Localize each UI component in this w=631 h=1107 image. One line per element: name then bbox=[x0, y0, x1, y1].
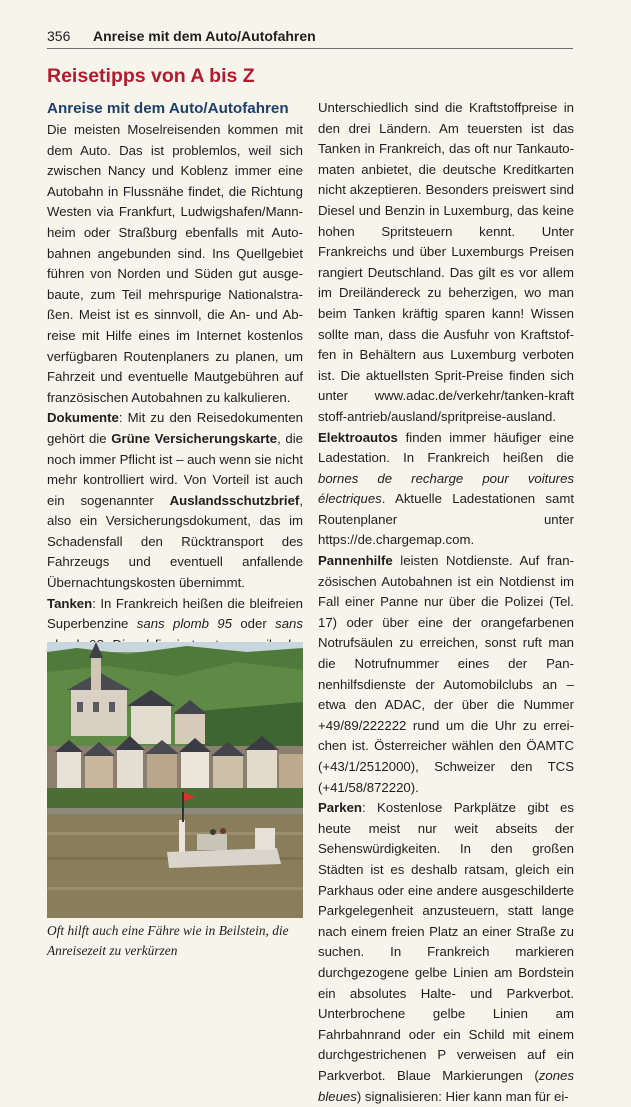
intro-paragraph: Die meisten Moselreisenden kommen mit dem Auto. Das ist problemlos, weil sich zwischen Nancy und Koblenz immer eine Autobahn in Flussnähe findet, die Richtung Westen via Frankfurt, Ludwigshafen/Mannheim oder Straßburg ebenfalls mit Autobahnen angebunden sind. Ins Quellgebiet führen von Norden und Süden gut ausgebaute, zum Teil mehrspurige Nationalstraßen. Meist ist es sinnvoll, die An- und Abreise mit Hilfe eines im Internet kostenlos verfügbaren Routenplaners zu planen, um Fahrzeit und eventuelle Mautgebühren auf französischen Autobahnen zu kalkulieren. bbox=[47, 122, 303, 405]
dokumente-term: Dokumente bbox=[47, 410, 119, 426]
pannenhilfe-term: Pannenhilfe bbox=[318, 553, 393, 569]
running-title: Anreise mit dem Auto/Autofahren bbox=[93, 28, 316, 44]
left-column bbox=[47, 98, 303, 697]
running-header bbox=[47, 26, 573, 49]
section-title: Anreise mit dem Auto/Autofahren bbox=[47, 100, 289, 117]
parken-term: Parken bbox=[318, 800, 362, 816]
tanken-paragraph: Tanken: In Frankreich heißen die bleifreien Superbenzine sans plomb 95 oder sans bbox=[47, 595, 303, 632]
elektroautos-term: Elektroautos bbox=[318, 429, 398, 445]
dokumente-paragraph: Dokumente: Mit zu den Reisedokumenten gehört die Grüne Versicherungskarte, die noch immer Pflicht ist – auch wenn sie nicht mehr kontrolliert wird. Von Vorteil ist auch ein sogenannter Auslandsschutzbrief, also ein Versicherungsdokument, das im Schadensfall den Rücktransport des Fahrzeugs und eventuell anfallende Übernachtungskosten übernimmt. bbox=[47, 410, 303, 591]
right-column bbox=[318, 98, 574, 1107]
auslandsschutzbrief-term: Auslandsschutzbrief bbox=[169, 492, 300, 508]
chapter-title: Reisetipps von A bis Z bbox=[47, 65, 255, 87]
page-number: 356 bbox=[47, 28, 71, 44]
pannenhilfe-paragraph: Pannenhilfe leisten Notdienste. Auf französischen Autobahnen ist ein Notdienst im Fall einer Panne nur über die Polizei (Tel. 17) oder über eine der orangefarbenen Notrufsäulen zu erreichen, sonst ruft man die Notrufnummer eines der Pannenhilfsdienste der Automobilclubs an – etwa den ADAC, der über die Nummer +49/89/222222 rund um die Uhr zu erreichen ist. Österreicher wählen den ÖAMTC (+43/1/2512000), Schweizer den TCS (+41/58/872220). bbox=[318, 553, 574, 795]
ferry-photo bbox=[47, 642, 303, 918]
elektroautos-paragraph: Elektroautos finden immer häufiger eine Ladestation. In Frankreich heißen die bornes de recharge pour voitures électriques. Aktuelle Ladestationen samt Routenplaner unter https://de.chargemap.com. bbox=[318, 429, 574, 548]
green-card-term: Grüne Versicherungskarte bbox=[111, 430, 278, 446]
tanken-term: Tanken bbox=[47, 595, 93, 611]
photo-caption: Oft hilft auch eine Fähre wie in Beilstein, die Anreisezeit zu verkürzen bbox=[47, 923, 289, 958]
fuel-prices-paragraph: Unterschiedlich sind die Kraftstoffpreise in den drei Ländern. Am teuersten ist das Tanken in Frankreich, das oft nur Tankautomaten anbietet, die deutsche Kreditkarten nicht akzeptieren. Besonders preiswert sind Diesel und Benzin in Luxemburg, das keine hohen Spritsteuern kennt. Unter Frankreichs und über Luxemburgs Preisen rangiert Deutschland. Das gilt es vor allem im Dreiländereck zu beherzigen, wo man beim Tanken kräftig sparen kann! Wissen sollte man, dass die Ausfuhr von Kraftstoffen in Behältern aus Luxemburg verboten ist. Die aktuellsten Sprit-Preise finden sich unter www.adac.de/verkehr/tanken-kraft stoff-antrieb/ausland/spritpreise-ausland. bbox=[318, 100, 574, 424]
parken-paragraph: Parken: Kostenlose Parkplätze gibt es heute meist nur weit abseits der Sehenswürdigkeiten. In den großen Städten ist es deshalb ratsam, gleich ein Parkhaus oder eine andere ausgeschilderte Parkgelegenheit anzusteuern, statt lange nach einem freien Platz an einer Straße zu suchen. In Frankreich markieren durchgezogene gelbe Linien am Bordstein ein absolutes Halte- und Parkverbot. Unterbrochene gelbe Linien am Fahrbahnrand oder ein Schild mit einem durchgestrichenen P verweisen auf ein Parkverbot. Blaue Markierungen (zones bleues) signalisieren: Hier kann man für ei- bbox=[318, 800, 574, 1104]
